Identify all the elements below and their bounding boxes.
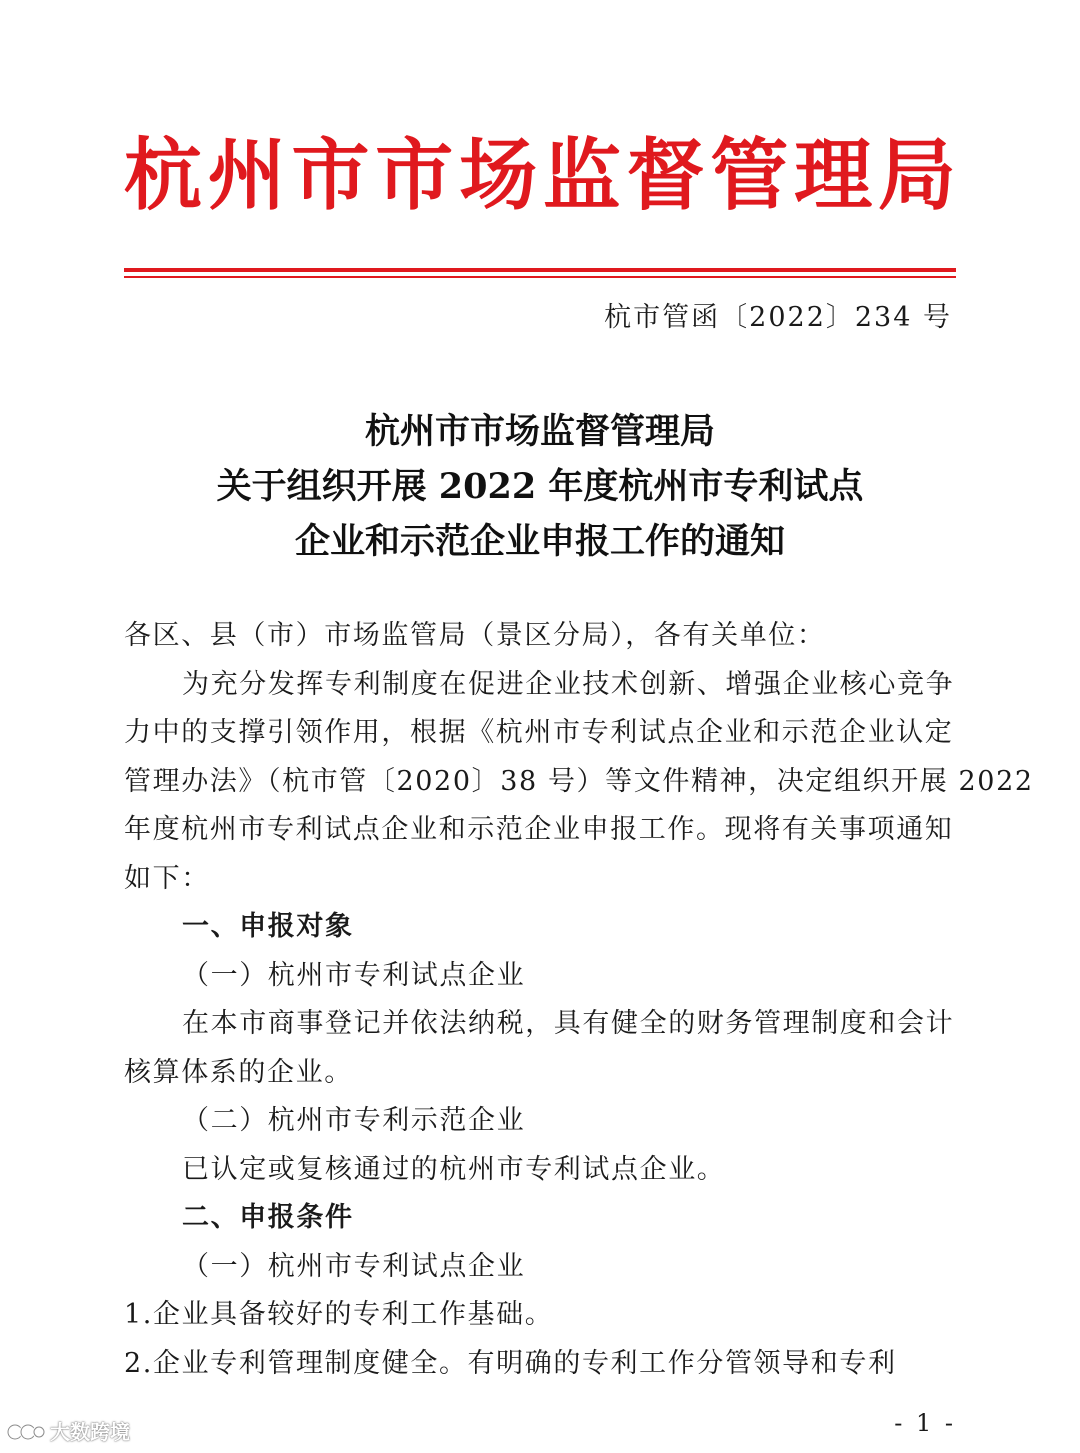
masthead-char: 市	[291, 131, 370, 221]
paragraph-line: 管理办法》（杭市管〔2020〕38 号）等文件精神，决定组织开展 2022	[124, 765, 1034, 797]
masthead-char: 管	[710, 131, 789, 221]
paragraph-line: 在本市商事登记并依法纳税，具有健全的财务管理制度和会计	[182, 1008, 955, 1039]
masthead-red-rule-thick	[124, 268, 956, 272]
subsection-heading: （一）杭州市专利试点企业	[182, 1250, 526, 1282]
watermark	[6, 1416, 130, 1445]
title-line-3: 企业和示范企业申报工作的通知	[294, 521, 785, 562]
watermark-text: 大数跨境	[50, 1420, 130, 1444]
subsection-heading: （一）杭州市专利试点企业	[182, 959, 526, 991]
paragraph-line: 年度杭州市专利试点企业和示范企业申报工作。现将有关事项通知	[124, 814, 954, 845]
paragraph-line: 核算体系的企业。	[124, 1056, 353, 1088]
masthead-char: 场	[459, 131, 538, 221]
title-line-1: 杭州市市场监督管理局	[364, 411, 715, 452]
document-number: 杭市管函〔2022〕234 号	[604, 302, 952, 333]
paragraph-line: 力中的支撑引领作用，根据《杭州市专利试点企业和示范企业认定	[124, 717, 954, 748]
masthead-char: 局	[877, 131, 956, 221]
paragraph-line: 如下：	[124, 862, 210, 894]
masthead-char: 州	[207, 131, 286, 221]
subsection-heading: （二）杭州市专利示范企业	[182, 1105, 526, 1136]
section-heading-2: 二、申报条件	[182, 1202, 354, 1233]
issuing-authority-masthead	[124, 128, 956, 224]
document-body	[124, 612, 1034, 1388]
masthead-char: 监	[542, 131, 621, 221]
brand-logo-icon	[6, 1417, 46, 1445]
document-title	[0, 404, 1080, 569]
list-item: 1.企业具备较好的专利工作基础。	[124, 1299, 554, 1330]
title-line-2: 关于组织开展 2022 年度杭州市专利试点	[216, 466, 864, 507]
masthead-char: 理	[794, 131, 873, 221]
paragraph-line: 已认定或复核通过的杭州市专利试点企业。	[182, 1153, 726, 1185]
masthead-red-rule-thin	[124, 276, 956, 278]
section-heading-1: 一、申报对象	[182, 911, 354, 942]
salutation: 各区、县（市）市场监管局（景区分局），各有关单位：	[124, 620, 826, 651]
masthead-char: 杭	[124, 131, 203, 221]
page-number: - 1 -	[894, 1409, 956, 1437]
masthead-char: 督	[626, 131, 705, 221]
list-item: 2.企业专利管理制度健全。有明确的专利工作分管领导和专利	[124, 1347, 897, 1379]
masthead-char: 市	[375, 131, 454, 221]
paragraph-line: 为充分发挥专利制度在促进企业技术创新、增强企业核心竞争	[182, 668, 955, 700]
